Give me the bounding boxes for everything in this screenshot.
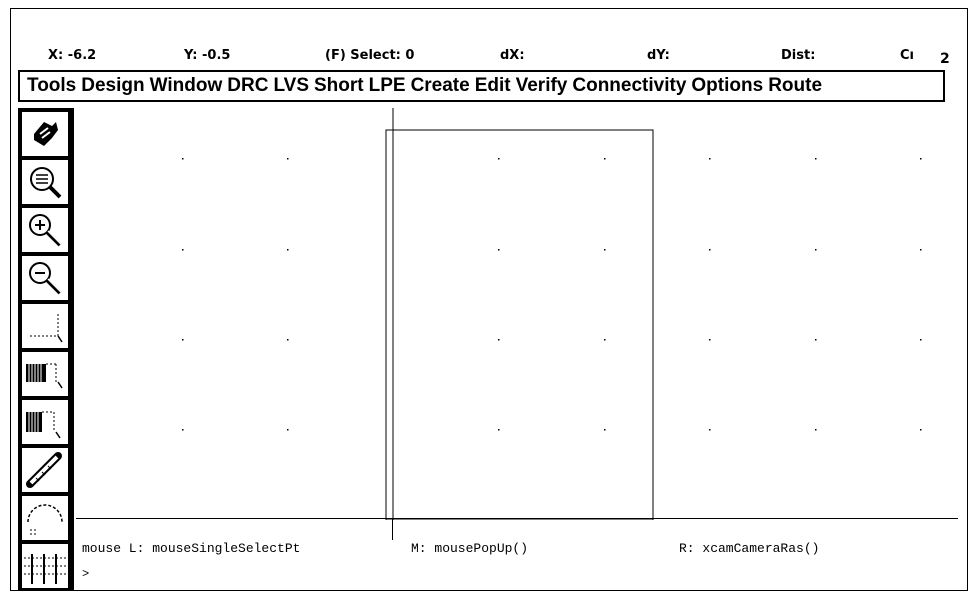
menu-lvs[interactable]: LVS [273, 75, 309, 96]
grid-dot [498, 429, 500, 431]
menu-design[interactable]: Design [81, 75, 145, 96]
menu-options[interactable]: Options [691, 75, 764, 96]
save-view-icon [22, 112, 68, 156]
grid-dot [920, 339, 922, 341]
zoom-in-tool[interactable] [22, 208, 68, 252]
mouse-left-binding: mouse L: mouseSingleSelectPt [82, 541, 301, 556]
copy-tool[interactable] [22, 400, 68, 444]
menu-create[interactable]: Create [410, 75, 470, 96]
arc-icon [22, 496, 68, 540]
stretch-icon [22, 352, 68, 396]
layout-canvas[interactable] [76, 108, 958, 520]
grid-dot [815, 429, 817, 431]
grid-dot [815, 339, 817, 341]
crosshair-tail [392, 518, 393, 540]
zoom-fit-tool[interactable] [22, 160, 68, 204]
zoom-in-icon [22, 208, 68, 252]
menu-short[interactable]: Short [314, 75, 364, 96]
grid-dot [604, 158, 606, 160]
icon-toolbar [18, 108, 74, 590]
grid-dot [920, 249, 922, 251]
distance: Dist: [781, 48, 816, 63]
grid-dot [604, 249, 606, 251]
grid-dot [287, 158, 289, 160]
canvas-drawing [76, 108, 958, 520]
copy-icon [22, 400, 68, 444]
menu-drc[interactable]: DRC [227, 75, 269, 96]
mouse-middle-binding: M: mousePopUp() [411, 541, 529, 556]
command-indicator: Cı [900, 48, 914, 63]
window-number: 2 [940, 51, 950, 67]
grid-icon [22, 544, 68, 588]
grid-dot [920, 429, 922, 431]
command-prompt[interactable]: > [82, 567, 90, 581]
grid-dot [815, 249, 817, 251]
menu-lpe[interactable]: LPE [368, 75, 406, 96]
zoom-out-icon [22, 256, 68, 300]
ruler-tool[interactable] [22, 448, 68, 492]
grid-dot [920, 158, 922, 160]
grid-dot [498, 158, 500, 160]
grid-dot [287, 429, 289, 431]
arc-tool[interactable] [22, 496, 68, 540]
grid-dot [182, 158, 184, 160]
grid-tool[interactable] [22, 544, 68, 588]
cell-boundary-rect[interactable] [386, 130, 653, 520]
grid-dot [182, 249, 184, 251]
delta-y: dY: [647, 48, 670, 63]
menu-bar [18, 70, 945, 102]
select-area-icon [22, 304, 68, 348]
grid-dot [709, 249, 711, 251]
y-coordinate: Y: -0.5 [184, 48, 231, 63]
menu-tools[interactable]: Tools [27, 75, 77, 96]
grid-dot [498, 249, 500, 251]
grid-dot [604, 339, 606, 341]
menu-edit[interactable]: Edit [474, 75, 511, 96]
grid-dot [287, 339, 289, 341]
mouse-right-binding: R: xcamCameraRas() [679, 541, 820, 556]
grid-dot [815, 158, 817, 160]
menu-verify[interactable]: Verify [515, 75, 568, 96]
ruler-icon [22, 448, 68, 492]
x-coordinate: X: -6.2 [48, 48, 97, 63]
select-count: (F) Select: 0 [325, 48, 415, 63]
stretch-tool[interactable] [22, 352, 68, 396]
grid-dot [182, 429, 184, 431]
menu-route[interactable]: Route [768, 75, 823, 96]
delta-x: dX: [500, 48, 525, 63]
zoom-fit-icon [22, 160, 68, 204]
select-area-tool[interactable] [22, 304, 68, 348]
menu-connectivity[interactable]: Connectivity [572, 75, 687, 96]
grid-dot [287, 249, 289, 251]
grid-dot [709, 429, 711, 431]
coordinate-status-bar [11, 44, 967, 68]
grid-dot [182, 339, 184, 341]
grid-dot [709, 339, 711, 341]
grid-dot [604, 429, 606, 431]
grid-dot [498, 339, 500, 341]
zoom-out-tool[interactable] [22, 256, 68, 300]
canvas-bottom-divider [76, 518, 958, 519]
save-view-tool[interactable] [22, 112, 68, 156]
grid-dot [709, 158, 711, 160]
menu-window[interactable]: Window [149, 75, 223, 96]
